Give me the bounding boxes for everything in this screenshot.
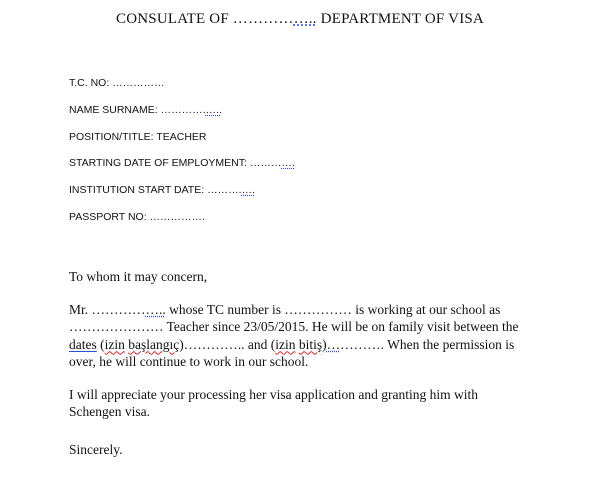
text-run: )………….. and (	[179, 336, 276, 352]
paragraph-1-line-2: ………………… Teacher since 23/05/2015. He will be on family visit between the	[69, 319, 519, 334]
text-run: izin	[275, 336, 296, 352]
tc-no-label: T.C. NO: ……………	[69, 77, 165, 89]
passport-no-label: PASSPORT NO: …………….	[69, 210, 205, 223]
position-title-label: POSITION/TITLE: TEACHER	[69, 130, 207, 143]
employment-start-mark: ….	[281, 157, 295, 170]
name-surname-mark: …..	[205, 103, 222, 116]
text-run: whose TC number is …………… is working at our school as	[165, 301, 501, 317]
closing: Sincerely.	[69, 441, 123, 457]
letter-body	[69, 268, 539, 473]
form-fields	[69, 77, 295, 238]
employment-start-field	[69, 157, 295, 184]
title-suffix: DEPARTMENT OF VISA	[316, 11, 484, 27]
passport-no-field	[69, 211, 295, 238]
text-run: bitiş	[298, 336, 323, 352]
paragraph-2-line-2: Schengen visa.	[69, 404, 150, 419]
paragraph-1	[69, 301, 539, 371]
institution-start-field	[69, 184, 295, 211]
paragraph-1-line-3	[69, 337, 514, 352]
position-title-field	[69, 131, 295, 158]
institution-start-label: INSTITUTION START DATE: ……….	[69, 184, 242, 197]
employment-start-label: STARTING DATE OF EMPLOYMENT: ………	[69, 157, 282, 170]
name-surname-field	[69, 104, 295, 131]
paragraph-1-line-1	[69, 302, 500, 317]
paragraph-2-line-1: I will appreciate your processing her visa application and granting him with	[69, 386, 479, 402]
salutation: To whom it may concern,	[69, 269, 208, 284]
text-run: ………. When the permission is	[340, 336, 515, 352]
text-run: dates	[69, 336, 97, 352]
name-surname-label: NAME SURNAME: ………….	[69, 103, 206, 116]
paragraph-2	[69, 386, 539, 421]
document-title	[0, 11, 600, 28]
text-run: (	[96, 336, 105, 352]
text-run: izin	[104, 336, 125, 352]
text-run: …..	[145, 301, 166, 317]
text-run: başlangıç	[128, 336, 180, 352]
title-dots: …..	[293, 11, 317, 27]
title-prefix: CONSULATE OF …………	[116, 11, 294, 27]
paragraph-1-line-4: over, he will continue to work in our school.	[69, 354, 309, 369]
text-run: Mr. …………	[69, 301, 146, 317]
text-run: )…	[322, 336, 341, 352]
institution-start-mark: ….	[241, 184, 255, 197]
tc-no-field	[69, 77, 295, 104]
